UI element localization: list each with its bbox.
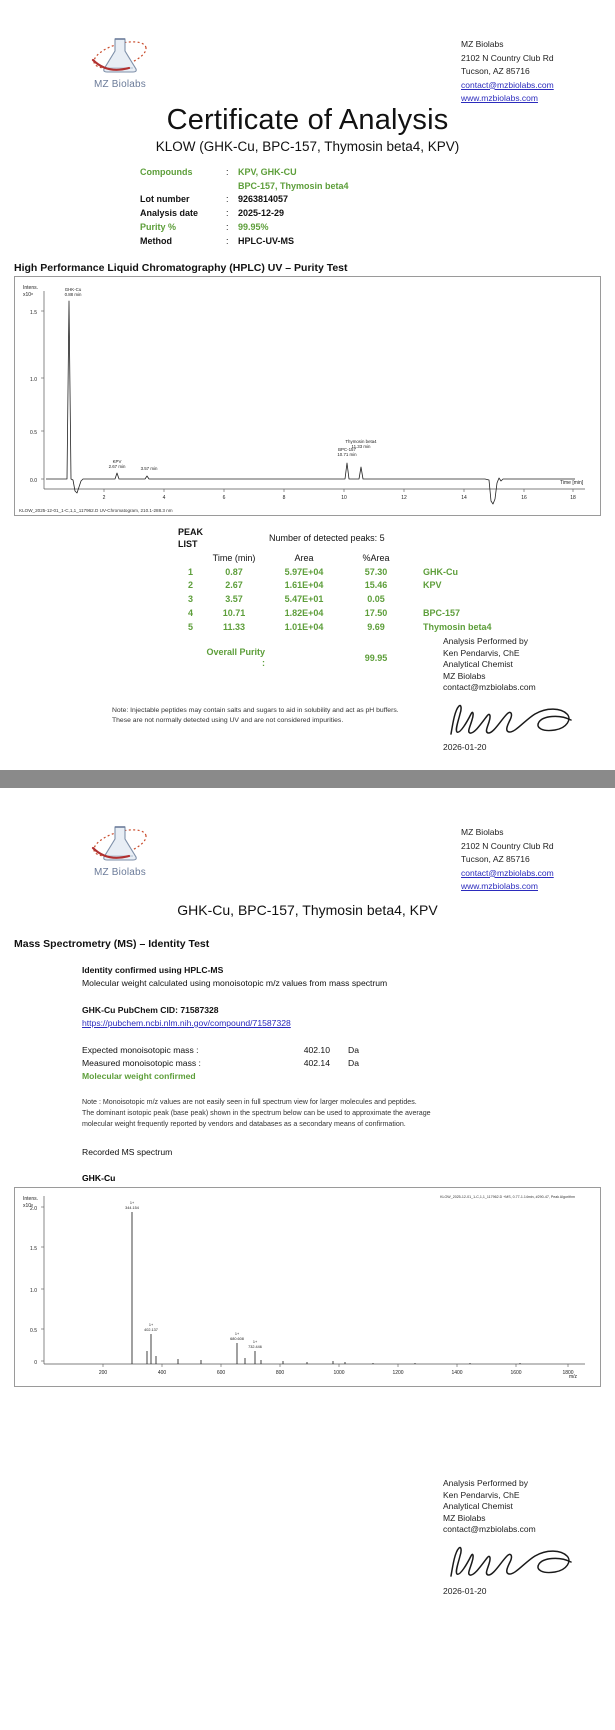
svg-text:14: 14 [461, 495, 467, 502]
svg-text:600: 600 [216, 1370, 226, 1376]
sign-line-3: Analytical Chemist [443, 659, 513, 669]
compounds-value-line1: KPV, GHK-CU [238, 167, 297, 178]
logo-text: MZ Biolabs [93, 79, 146, 90]
identity-heading: Identity confirmed using HPLC-MS [82, 965, 224, 975]
ms-x-label: m/z [568, 1374, 577, 1380]
svg-text:2.67 min: 2.67 min [108, 464, 126, 470]
measured-mass-value: 402.14 [303, 1058, 330, 1068]
svg-text:1400: 1400 [451, 1370, 463, 1376]
blank-colon-1 [226, 180, 238, 194]
peak-time: 11.33 [223, 622, 246, 633]
company-address-page2 [461, 826, 591, 894]
table-row [172, 593, 505, 607]
peak-pct: 9.69 [367, 622, 385, 633]
svg-text:1+: 1+ [129, 1201, 135, 1205]
footnote-line-2: These are not normally detected using UV and are not considered impurities. [112, 717, 344, 724]
peak-pct: 15.46 [364, 580, 388, 591]
address-line-2: Tucson, AZ 85716 [461, 854, 530, 864]
peak-count-text: Number of detected peaks: 5 [269, 533, 385, 544]
address-line-1: 2102 N Country Club Rd [461, 840, 554, 851]
overall-purity-value: 99.95 [364, 652, 388, 663]
svg-text:2: 2 [102, 495, 106, 502]
sign-line-2: Ken Pendarvis, ChE [443, 1489, 520, 1500]
peak-index: 2 [188, 580, 194, 591]
sign-line-2: Ken Pendarvis, ChE [443, 647, 520, 658]
spectrum-compound-label: GHK-Cu [82, 1173, 116, 1183]
svg-text:18: 18 [570, 495, 576, 502]
meta-row-compounds-2 [140, 180, 349, 194]
identity-block [82, 964, 615, 990]
identity-sub: Molecular weight calculated using monoisotopic m/z values from mass spectrum [82, 978, 388, 988]
flask-logo-icon [89, 822, 151, 866]
page1-footnote [112, 706, 412, 726]
svg-text:12: 12 [401, 495, 407, 502]
peak-name [409, 593, 505, 607]
recorded-spectrum-label: Recorded MS spectrum [82, 1147, 173, 1157]
chrom-y-unit: x10⁸ [23, 292, 34, 299]
colon-2: : [226, 194, 229, 205]
peak-pct: 17.50 [364, 608, 388, 619]
peak-index: 3 [188, 594, 194, 605]
measured-mass-unit: Da [348, 1058, 359, 1068]
svg-text:1000: 1000 [333, 1370, 345, 1376]
overall-purity-label: Overall Purity : [206, 646, 266, 669]
peak-time: 10.71 [222, 608, 246, 619]
sign-line-1: Analysis Performed by [443, 1478, 529, 1488]
sample-metadata [140, 166, 615, 248]
peak-pct: 57.30 [364, 566, 388, 577]
peak-area: 5.47E+01 [284, 594, 324, 605]
chromatogram-caption: KLOW_2025-12-01_1-C,1,1_117962.D UV-Chromatogram, 210.1-288.3 nm [19, 508, 173, 514]
peak-index: 1 [188, 566, 194, 577]
svg-text:KPV: KPV [112, 459, 122, 465]
svg-text:BPC-157: BPC-157 [338, 447, 356, 453]
svg-text:1.0: 1.0 [30, 377, 37, 384]
compounds-value-line2: BPC-157, Thymosin beta4 [238, 180, 349, 191]
page-separator [0, 770, 615, 788]
signature-date: 2026-01-20 [443, 1585, 487, 1596]
svg-text:402.137: 402.137 [144, 1328, 158, 1332]
sign-line-1: Analysis Performed by [443, 636, 529, 646]
page-1 [0, 0, 615, 770]
chromatogram-plot [15, 277, 600, 515]
svg-text:1.5: 1.5 [30, 1246, 37, 1252]
svg-text:16: 16 [521, 495, 527, 502]
svg-text:10.71 min: 10.71 min [337, 452, 357, 458]
svg-text:1.0: 1.0 [30, 1288, 37, 1294]
peak-name: KPV [423, 580, 442, 591]
expected-mass-value: 402.10 [303, 1045, 330, 1055]
website-link[interactable]: www.mzbiolabs.com [461, 93, 538, 103]
svg-text:8: 8 [282, 495, 286, 502]
flask-logo-icon [89, 34, 151, 78]
address-line-1: 2102 N Country Club Rd [461, 52, 554, 63]
hplc-chromatogram [14, 276, 601, 516]
purity-label: Purity % [140, 221, 177, 232]
sign-line-4: MZ Biolabs [443, 670, 486, 681]
peak-pct: 0.05 [367, 594, 385, 605]
ms-y-unit: x10⁸ [23, 1203, 34, 1209]
company-logo-page2 [82, 822, 158, 878]
page2-header [0, 788, 615, 891]
meta-row-purity [140, 221, 349, 235]
svg-text:0.5: 0.5 [30, 430, 37, 437]
pubchem-block [82, 1004, 615, 1030]
svg-text:0.88 min: 0.88 min [64, 292, 82, 298]
footnote-line-1: Note: Injectable peptides may contain salts and sugars to aid in solubility and act as pH buffers. [112, 707, 399, 714]
svg-text:1+: 1+ [148, 1323, 154, 1327]
analysis-date-value: 2025-12-29 [238, 208, 285, 219]
page1-header [0, 0, 615, 103]
sign-line-3: Analytical Chemist [443, 1501, 513, 1511]
table-row [172, 579, 505, 593]
svg-text:1200: 1200 [392, 1370, 404, 1376]
pubchem-link[interactable]: https://pubchem.ncbi.nlm.nih.gov/compound/71587328 [82, 1018, 291, 1028]
svg-text:GHK-Cu: GHK-Cu [64, 287, 82, 293]
email-link[interactable]: contact@mzbiolabs.com [461, 867, 554, 878]
svg-text:11.33 min: 11.33 min [351, 444, 371, 450]
purity-value: 99.95% [238, 221, 269, 232]
address-line-2: Tucson, AZ 85716 [461, 66, 530, 76]
signature-block-page2 [443, 1478, 593, 1597]
company-logo [82, 34, 158, 90]
table-row [172, 621, 505, 635]
col-header-pct: %Area [362, 552, 390, 563]
measured-mass-row [82, 1057, 615, 1070]
svg-text:1+: 1+ [234, 1332, 240, 1336]
company-name: MZ Biolabs [461, 827, 504, 837]
svg-text:800: 800 [275, 1370, 285, 1376]
blank-label-1 [140, 180, 226, 194]
page-2 [0, 788, 615, 1730]
svg-text:6: 6 [222, 495, 226, 502]
ms-section-title: Mass Spectrometry (MS) – Identity Test [14, 938, 210, 950]
svg-text:0.0: 0.0 [30, 478, 37, 485]
logo-text: MZ Biolabs [93, 867, 146, 878]
meta-row-method [140, 234, 349, 248]
ms-note-block [82, 1097, 472, 1130]
ms-spectrum-plot [15, 1188, 600, 1386]
peak-name: Thymosin beta4 [423, 622, 492, 633]
expected-mass-label: Expected monoisotopic mass : [82, 1045, 199, 1055]
ms-spectrum-chart [14, 1187, 601, 1387]
svg-text:400: 400 [157, 1370, 167, 1376]
meta-row-date [140, 207, 349, 221]
svg-text:1.5: 1.5 [30, 310, 37, 317]
peak-area: 5.97E+04 [284, 566, 324, 577]
col-header-time: Time (min) [212, 552, 256, 563]
website-link[interactable]: www.mzbiolabs.com [461, 881, 538, 891]
peak-time: 2.67 [225, 580, 243, 591]
svg-text:3.57 min: 3.57 min [140, 466, 158, 472]
signature-icon [443, 700, 583, 740]
peak-index: 5 [188, 622, 194, 633]
svg-text:200: 200 [98, 1370, 108, 1376]
svg-text:1800: 1800 [562, 1370, 574, 1376]
compounds-label: Compounds [140, 167, 193, 178]
chrom-peak-labels [65, 287, 378, 471]
chrom-y-label: Intens. [23, 285, 39, 292]
pubchem-label: GHK-Cu PubChem CID: 71587328 [82, 1005, 219, 1015]
company-name: MZ Biolabs [461, 39, 504, 49]
svg-text:1+: 1+ [252, 1340, 258, 1344]
peak-area: 1.82E+04 [284, 608, 324, 619]
lot-value: 9263814057 [238, 194, 289, 205]
peak-time: 3.57 [225, 594, 243, 605]
svg-text:2.0: 2.0 [30, 1206, 37, 1212]
email-link[interactable]: contact@mzbiolabs.com [461, 79, 554, 90]
svg-text:732.446: 732.446 [248, 1345, 262, 1349]
svg-text:344.154: 344.154 [125, 1206, 139, 1210]
table-row [172, 565, 505, 579]
method-value: HPLC-UV-MS [238, 235, 294, 246]
page-title: Certificate of Analysis [166, 104, 449, 136]
svg-text:Thymosin beta4: Thymosin beta4 [345, 439, 377, 445]
signature-icon [443, 1542, 583, 1584]
expected-mass-unit: Da [348, 1045, 359, 1055]
chrom-x-label: Time [min] [560, 480, 584, 487]
lot-label: Lot number [140, 194, 190, 205]
table-row [172, 607, 505, 621]
ms-note-line-1: Note : Monoisotopic m/z values are not easily seen in full spectrum view for larger molecules and peptides. [82, 1098, 417, 1106]
peak-index: 4 [188, 608, 194, 619]
colon-1: : [226, 167, 229, 178]
ms-note-line-3: molecular weight frequently reported by vendors and databases as a secondary means of confirmation. [82, 1120, 406, 1128]
sign-line-5: contact@mzbiolabs.com [443, 682, 536, 692]
signature-block-page1 [443, 636, 593, 753]
colon-4: : [226, 221, 229, 232]
ms-note-line-2: The dominant isotopic peak (base peak) shown in the spectrum below can be used to approximate the average [82, 1109, 431, 1117]
meta-row-lot [140, 193, 349, 207]
peak-time: 0.87 [225, 566, 243, 577]
svg-text:680.608: 680.608 [230, 1337, 244, 1341]
peak-list-title: PEAK LIST [178, 527, 204, 549]
ms-peak-labels [125, 1201, 262, 1349]
colon-5: : [226, 235, 229, 246]
analysis-date-label: Analysis date [140, 208, 199, 219]
peak-header-row-2 [172, 552, 505, 566]
ms-header-caption: KLOW_2025-12-01_1-C,1,1_117962.D +MS, 0.77-1.14min, #290-47, Peak Algorithm [440, 1195, 575, 1199]
svg-text:1600: 1600 [510, 1370, 522, 1376]
sign-line-4: MZ Biolabs [443, 1512, 486, 1523]
meta-row-compounds [140, 166, 349, 180]
measured-mass-label: Measured monoisotopic mass : [82, 1058, 201, 1068]
mw-confirmed-text: Molecular weight confirmed [82, 1071, 196, 1081]
ms-y-label: Intens. [23, 1196, 39, 1202]
peak-header-row-1 [172, 526, 505, 551]
company-address [461, 38, 591, 106]
svg-text:0.5: 0.5 [30, 1328, 37, 1334]
method-label: Method [140, 235, 172, 246]
mass-comparison-block [82, 1044, 615, 1083]
sign-line-5: contact@mzbiolabs.com [443, 1524, 536, 1534]
ms-peak-lines [132, 1212, 520, 1364]
svg-text:0: 0 [34, 1360, 37, 1366]
peak-name: BPC-157 [423, 608, 461, 619]
colon-3: : [226, 208, 229, 219]
col-header-area: Area [294, 552, 314, 563]
svg-text:10: 10 [341, 495, 347, 502]
peak-area: 1.01E+04 [284, 622, 324, 633]
svg-text:4: 4 [162, 495, 166, 502]
peak-area: 1.61E+04 [284, 580, 324, 591]
signature-date: 2026-01-20 [443, 741, 487, 752]
hplc-section-title: High Performance Liquid Chromatography (HPLC) UV – Purity Test [14, 262, 348, 275]
page2-title: GHK-Cu, BPC-157, Thymosin beta4, KPV [177, 902, 438, 918]
page-subtitle: KLOW (GHK-Cu, BPC-157, Thymosin beta4, KPV) [155, 139, 460, 154]
expected-mass-row [82, 1044, 615, 1057]
peak-name: GHK-Cu [423, 566, 459, 577]
